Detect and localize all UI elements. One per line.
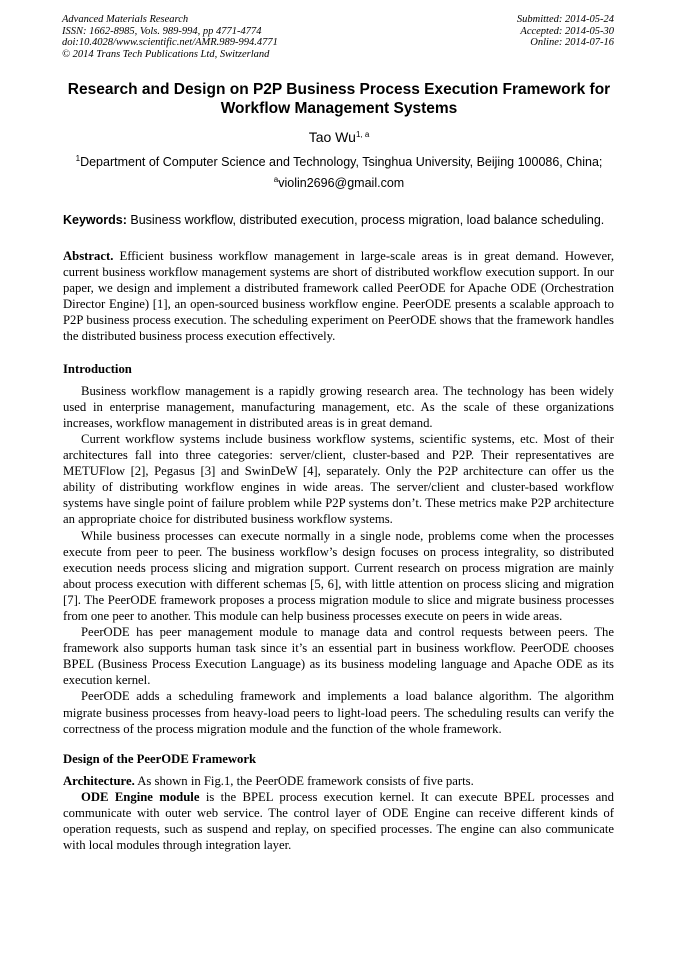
paper-title: Research and Design on P2P Business Process Execution Framework for Workflow Management Systems — [67, 81, 611, 117]
affiliation — [0, 155, 678, 170]
intro-paragraph: PeerODE adds a scheduling framework and implements a load balance algorithm. The algorithm migrate business processes from heavy-load peers to light-load peers. The scheduling results can verify the correctness of the process migration module and the function of the whole framework. — [63, 689, 614, 736]
architecture-paragraph — [63, 773, 614, 789]
abstract — [63, 248, 614, 345]
date-accepted: Accepted: 2014-05-30 — [520, 25, 614, 37]
intro-heading: Introduction — [63, 361, 132, 376]
abstract-text: Efficient business workflow management in large-scale areas is in great demand. However, current business workflow management systems are short of distributed workflow execution support. In our paper, we design and implement a distributed framework called PeerODE for Apache ODE (Orchestration Director Engine) [1], an open-sourced business workflow engine. PeerODE presents a scalable approach to P2P business process execution. The scheduling experiment on PeerODE shows that the framework handles the distributed business process execution effectively. — [63, 249, 615, 344]
author-email — [0, 176, 678, 191]
intro-paragraph: Current workflow systems include business workflow systems, scientific systems, etc. Most of their architectures fall into three categories: server/client, cluster-based and P2P. Their representatives are METUFlow [2], Pegasus [3] and SwinDeW [4], separately. Only the P2P architecture can offer us the ability of distributing workflow engines in wide areas. The server/client and cluster-based workflow systems have single point of failure problem while P2P systems don’t. These metrics make P2P architecture an appropriate choice for distributed business workflow systems. — [63, 431, 614, 527]
author — [0, 128, 678, 146]
paper-body — [63, 248, 614, 853]
email-sup: a — [273, 175, 279, 184]
keywords-text: Business workflow, distributed execution, process migration, load balance scheduling. — [130, 213, 605, 227]
journal-issn: ISSN: 1662-8985, Vols. 989-994, pp 4771-4774 — [62, 25, 262, 37]
affiliation-sup: 1 — [75, 154, 81, 163]
affiliation-text: Department of Computer Science and Technology, Tsinghua University, Beijing 100086, China; — [80, 155, 603, 169]
journal-name: Advanced Materials Research — [62, 14, 189, 25]
journal-info — [62, 14, 278, 60]
journal-doi: doi:10.4028/www.scientific.net/AMR.989-994.4771 — [62, 37, 278, 48]
keywords-label: Keywords: — [63, 213, 127, 227]
keywords — [63, 213, 623, 228]
intro-paragraph: PeerODE has peer management module to manage data and control requests between peers. The framework also supports human task since it’s an essential part in business workflow. PeerODE chooses BPEL (Business Process Execution Language) as its business modeling language and Apache ODE as its execution kernel. — [63, 625, 614, 688]
ode-engine-label: ODE Engine module — [81, 789, 200, 804]
architecture-text: As shown in Fig.1, the PeerODE framework consists of five parts. — [137, 773, 474, 788]
architecture-label: Architecture. — [63, 773, 135, 788]
author-name: Tao Wu — [308, 129, 356, 145]
ode-engine-paragraph — [63, 789, 614, 853]
journal-copyright: © 2014 Trans Tech Publications Ltd, Switzerland — [62, 48, 270, 60]
intro-paragraph: While business processes can execute normally in a single node, problems come when the processes execute from peer to peer. The business workflow’s design focuses on process integrality, so distributed execution needs process slicing and migration support. Current research on process migration are mainly about process execution with different schemas [5, 6], with little attention on process slicing and migration [7]. The PeerODE framework proposes a process migration module to slice and migrate business processes from one peer to another. This module can help business processes execute on peers in wide areas. — [63, 528, 614, 623]
intro-paragraph: Business workflow management is a rapidly growing research area. The technology has been widely used in enterprise management, manufacturing management, etc. As the scale of these organizations increases, workflow management in distributed areas is in great demand. — [63, 383, 614, 430]
submission-dates — [517, 14, 614, 49]
date-online: Online: 2014-07-16 — [530, 37, 614, 48]
date-submitted: Submitted: 2014-05-24 — [516, 14, 614, 25]
abstract-label: Abstract. — [63, 249, 114, 263]
ode-engine-text: is the BPEL process execution kernel. It can execute BPEL processes and communicate with outer web service. The control layer of ODE Engine can receive different kinds of operation requests, such as suspend and replay, on specified processes. The engine can also communicate with local modules through integration layer. — [63, 789, 614, 853]
design-heading: Design of the PeerODE Framework — [63, 751, 257, 766]
email-text: violin2696@gmail.com — [278, 176, 405, 190]
author-sup: 1, a — [355, 130, 370, 139]
